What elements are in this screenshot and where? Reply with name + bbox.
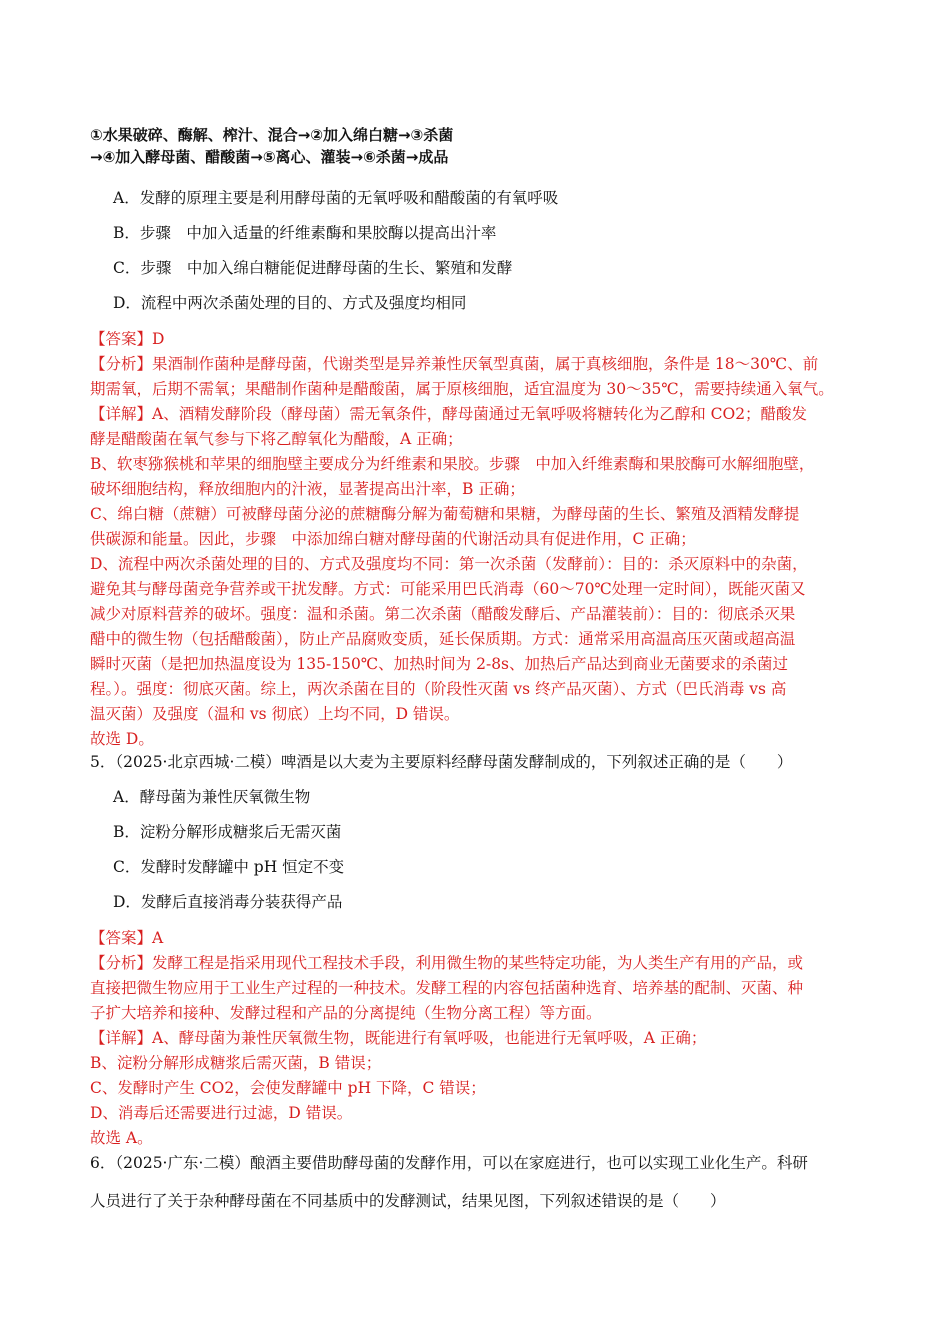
q5-answer: 【答案】A	[90, 929, 164, 947]
q5-option-a: A．酵母菌为兼性厌氧微生物	[113, 788, 311, 806]
q4-answer-block	[90, 327, 868, 752]
q4-detail-line-13: 温灭菌）及强度（温和 vs 彻底）上均不同，D 错误。	[90, 705, 460, 723]
flow-line-1: ①水果破碎、酶解、榨汁、混合→②加入绵白糖→③杀菌	[90, 126, 454, 144]
q4-detail-line-10: 醋中的微生物（包括醋酸菌），防止产品腐败变质，延长保质期。方式：通常采用高温高压灭菌或超高温	[90, 630, 796, 648]
q4-conclusion: 故选 D。	[90, 730, 154, 748]
q5-conclusion: 故选 A。	[90, 1129, 153, 1147]
q4-detail-line-12: 程。）。强度：彻底灭菌。综上，两次杀菌在目的（阶段性灭菌 vs 终产品灭菌）、方式（巴氏消毒 vs 高	[90, 680, 787, 698]
q4-option-c: C．步骤 中加入绵白糖能促进酵母菌的生长、繁殖和发酵	[113, 259, 513, 277]
q4-answer: 【答案】D	[90, 330, 165, 348]
q5-analysis-line-2: 直接把微生物应用于工业生产过程的一种技术。发酵工程的内容包括菌种选育、培养基的配制、灭菌、种	[90, 979, 804, 997]
q5-analysis-line-1: 【分析】发酵工程是指采用现代工程技术手段，利用微生物的某些特定功能，为人类生产有用的产品，或	[90, 954, 804, 972]
q5-answer-block	[90, 926, 868, 1151]
q4-detail-line-9: 减少对原料营养的破坏。强度：温和杀菌。第二次杀菌（醋酸发酵后、产品灌装前）：目的：彻底杀灭果	[90, 605, 796, 623]
q5-option-b: B．淀粉分解形成糖浆后无需灭菌	[113, 823, 342, 841]
q4-option-a: A．发酵的原理主要是利用酵母菌的无氧呼吸和醋酸菌的有氧呼吸	[113, 189, 559, 207]
q4-detail-line-2: 酵是醋酸菌在氧气参与下将乙醇氧化为醋酸，A 正确；	[90, 430, 463, 448]
q4-analysis-line-1: 【分析】果酒制作菌种是酵母菌，代谢类型是异养兼性厌氧型真菌，属于真核细胞，条件是 18～30℃、前	[90, 355, 819, 373]
q6-stem-line-2: 人员进行了关于杂种酵母菌在不同基质中的发酵测试，结果见图，下列叙述错误的是（ ）	[90, 1192, 726, 1210]
q4-option-b: B．步骤 中加入适量的纤维素酶和果胶酶以提高出汁率	[113, 224, 497, 242]
q5-analysis-line-3: 子扩大培养和接种、发酵过程和产品的分离提纯（生物分离工程）等方面。	[90, 1004, 602, 1022]
flow-line-2: →④加入酵母菌、醋酸菌→⑤离心、灌装→⑥杀菌→成品	[90, 148, 449, 166]
q5-detail-line-2: B、淀粉分解形成糖浆后需灭菌，B 错误；	[90, 1054, 382, 1072]
q5-detail-line-4: D、消毒后还需要进行过滤，D 错误。	[90, 1104, 353, 1122]
q5-detail-line-3: C、发酵时产生 CO2，会使发酵罐中 pH 下降，C 错误；	[90, 1079, 486, 1097]
q6-stem-line-1: 6．（2025·广东·二模）酿酒主要借助酵母菌的发酵作用，可以在家庭进行，也可以实现工业化生产。科研	[90, 1154, 808, 1172]
q5-detail-line-1: 【详解】A、酵母菌为兼性厌氧微生物，既能进行有氧呼吸，也能进行无氧呼吸，A 正确；	[90, 1029, 707, 1047]
q4-detail-line-6: 供碳源和能量。因此，步骤 中添加绵白糖对酵母菌的代谢活动具有促进作用，C 正确；	[90, 530, 696, 548]
q4-analysis-line-2: 期需氧，后期不需氧；果醋制作菌种是醋酸菌，属于原核细胞，适宜温度为 30～35℃，需要持续通入氧气。	[90, 380, 834, 398]
q4-detail-line-11: 瞬时灭菌（是把加热温度设为 135-150℃、加热时间为 2-8s、加热后产品达到商业无菌要求的杀菌过	[90, 655, 789, 673]
q4-option-d: D．流程中两次杀菌处理的目的、方式及强度均相同	[113, 294, 467, 312]
q5-option-d: D．发酵后直接消毒分装获得产品	[113, 893, 343, 911]
q5-option-c: C．发酵时发酵罐中 pH 恒定不变	[113, 858, 345, 876]
process-flow	[90, 124, 870, 168]
q4-detail-line-4: 破坏细胞结构，释放细胞内的汁液，显著提高出汁率，B 正确；	[90, 480, 525, 498]
q5-stem: 5．（2025·北京西城·二模）啤酒是以大麦为主要原料经酵母菌发酵制成的，下列叙述正确的是（ ）	[90, 753, 793, 771]
q4-detail-line-5: C、绵白糖（蔗糖）可被酵母菌分泌的蔗糖酶分解为葡萄糖和果糖，为酵母菌的生长、繁殖及酒精发酵提	[90, 505, 800, 523]
q4-detail-line-1: 【详解】A、酒精发酵阶段（酵母菌）需无氧条件，酵母菌通过无氧呼吸将糖转化为乙醇和 CO2；醋酸发	[90, 405, 808, 423]
q4-detail-line-3: B、软枣猕猴桃和苹果的细胞壁主要成分为纤维素和果胶。步骤 中加入纤维素酶和果胶酶可水解细胞壁，	[90, 455, 815, 473]
q4-detail-line-7: D、流程中两次杀菌处理的目的、方式及强度均不同：第一次杀菌（发酵前）：目的：杀灭原料中的杂菌，	[90, 555, 808, 573]
q4-detail-line-8: 避免其与酵母菌竞争营养或干扰发酵。方式：可能采用巴氏消毒（60～70℃处理一定时间），既能灭菌又	[90, 580, 806, 598]
